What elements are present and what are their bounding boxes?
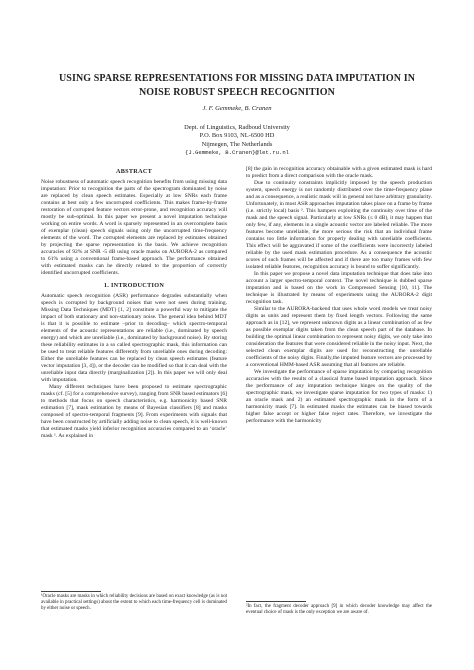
right-paragraph-4: Similar to the AURORA-backend that uses whole word models we treat noisy digits as units and represent them by fixed length vectors. Following the same approach as in [12], we represent unknown digits as a linear combination of as few as possible exemplar digits taken from the clean speech part of the database. In building the optimal linear combination to represent noisy digits, we only take into consideration the features that were considered reliable in the noisy input. Next, the selected clean exemplar digits are used for reconstructing the unreliable coefficients of the noisy digits. Finally,the imputed feature vectors are processed by a conventional HMM-based ASR assuming that all features are reliable. xyxy=(246,306,432,368)
paper-title xyxy=(30,72,444,100)
footnote-divider xyxy=(41,591,101,592)
title-line-1: USING SPARSE REPRESENTATIONS FOR MISSING DATA IMPUTATION IN xyxy=(58,73,416,84)
left-column xyxy=(41,168,227,440)
affiliation-line-2: P.O. Box 9103, NL-6500 HD xyxy=(199,132,275,140)
footnote-2: ²In fact, the fragment decoder approach [9] in which decoder knowledge may affect the eventual choice of mask is the only exception we are aware of. xyxy=(246,604,432,616)
right-paragraph-2: Due to continuity constraints implicitly imposed by the speech production system, speech energy is not randomly distributed over the time-frequency plane and as a consequence, a realistic mask will in general not have arbitrary granularity. Unfortunately, in most ASR approaches imputation takes place on a frame by frame (i.e. strictly local) basis ². This hampers exploiting the continuity over time of the mask and the speech signal. Particularly at low SNRs (≤ 0 dB), it may happen that only few, if any, elements in a single acoustic vector are labeled reliable. The more features become unreliable, the more serious the risk that an individual frame contains too little information for properly dealing with unreliable coefficients. This effect will be aggravated if some of the coefficients were incorrectly labeled reliable by the used mask estimation procedure. As a consequence the acoustic scores of such frames will be affected and if there are too many frames with few isolated reliable features, recognition accuracy is bound to suffer significantly. xyxy=(246,180,432,270)
paper-affiliation xyxy=(30,124,444,158)
paper-authors: J. F. Gemmeke, B. Cranen xyxy=(202,105,272,112)
abstract-text: Noise robustness of automatic speech recognition benefits from using missing data imputation: Prior to recognition the parts of the spectrogram dominated by noise are replaced by clean speech estimates. Especially at low SNRs each frame contains at best only a few uncorrupted coefficients. This makes frame-by-frame restoration of corrupted feature vectors error-prone, and recognition accuracy will mostly be sub-optimal. In this paper we present a novel imputation technique working on entire words. A word is sparsely represented in an overcomplete basis of exemplar (clean) speech signals using only the uncorrupted time-frequency elements of the word. The corrupted elements are replaced by estimates obtained by projecting the sparse representation in the basis. We achieve recognition accuracies of 92% at SNR -5 dB using oracle masks on AURORA-2 as compared to 61% using a conventional frame-based approach. The performance obtained with estimated masks can be directly related to the proportion of correctly identified uncorrupted coefficients. xyxy=(41,179,227,276)
title-line-2: NOISE ROBUST SPEECH RECOGNITION xyxy=(138,87,336,98)
introduction-heading: 1. INTRODUCTION xyxy=(103,282,165,289)
right-paragraph-5: We investigate the performance of sparse imputation by comparing recognition accuracies with the results of a classical frame based imputation approach. Since the performance of any imputation technique hinges on the quality of the spectrographic mask, we investigate sparse imputation for two types of masks: 1) an oracle mask and 2) an estimated spectrographic mask in the form of a harmonicity mask [7]. In estimated masks the estimates can be biased towards higher false accept or higher false reject rates. Therefore, we investigate the performance with the harmonicity xyxy=(246,369,432,424)
intro-paragraph-2: Many different techniques have been proposed to estimate spectrographic masks (cf. [5] for a comprehensive survey), ranging from SNR based estimators [6] to methods that focus on speech characteristics, e.g. harmonicity based SNR estimation [7], mask estimation by means of Bayesian classifiers [8] and masks composed of spectro-temporal fragments [9]. From experiments with signals that have been constructed by artificially adding noise to clean speech, it is well-known that estimated masks yield inferior recognition accuracies compared to an ‘oracle’ mask ¹. As explained in xyxy=(41,384,227,439)
footnote-divider-right xyxy=(246,601,306,602)
left-footnote-block xyxy=(41,587,227,613)
right-paragraph-1: [8] the gain in recognition accuracy obtainable with a given estimated mask is hard to predict from a direct comparison with the oracle mask. xyxy=(246,166,432,179)
right-footnote-block xyxy=(246,597,432,616)
footnote-1: ¹Oracle masks are masks in which reliability decisions are based on exact knowledge (as is not available in practical settings) about the extent to which each time-frequency cell is dominated by either noise or speech. xyxy=(41,594,227,612)
intro-paragraph-1: Automatic speech recognition (ASR) performance degrades substantially when speech is corrupted by background noises that were not seen during training. Missing Data Techniques (MDT) [1, 2] constitute a powerful way to mitigate the impact of both stationary and non-stationary noise. The general idea behind MDT is that it is possible to estimate –prior to decoding– which spectro-temporal elements of the acoustic representations are reliable (i.e., dominated by speech energy) and which are unreliable (i.e., dominated by background noise). By storing these reliability estimates in a so called spectrographic mask, this information can be used to treat reliable features differently from unreliable ones during decoding: Either the unreliable features can be replaced by clean speech estimates (feature vector imputation [3, 4]), or the decoder can be modified so that it can deal with the unreliable input data directly (marginalization [2]). In this paper we will only deal with imputation. xyxy=(41,293,227,383)
affiliation-line-3: Nijmegen, The Netherlands xyxy=(201,140,273,148)
right-column xyxy=(246,166,432,425)
right-paragraph-3: In this paper we propose a novel data imputation technique that does take into account a larger spectro-temporal context. The novel technique is dubbed sparse imputation and is based on the work in Compressed Sensing [10, 11]. The technique is illustrated by means of experiments using the AURORA-2 digit recognition task. xyxy=(246,271,432,305)
author-emails: {J.Gemmeke, B.Cranen}@let.ru.nl xyxy=(184,149,290,157)
abstract-heading: ABSTRACT xyxy=(115,168,153,175)
affiliation-line-1: Dept. of Linguistics, Radboud University xyxy=(184,124,290,131)
